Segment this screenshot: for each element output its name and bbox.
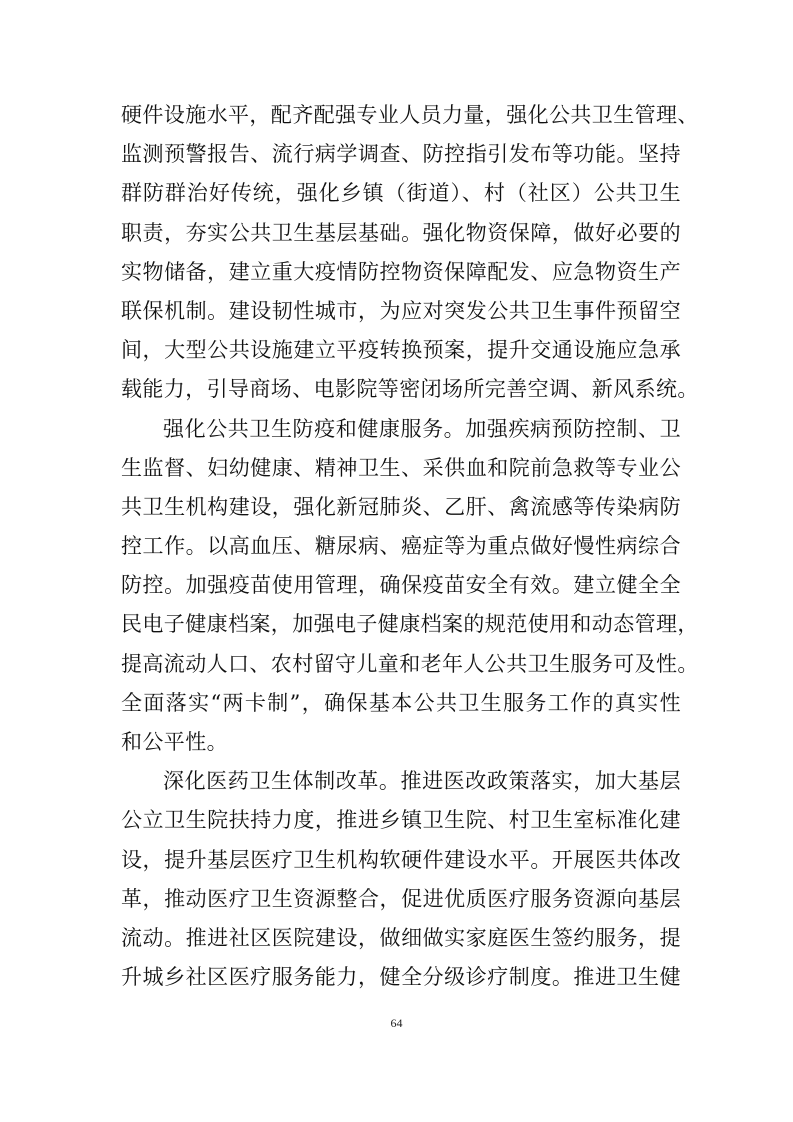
text-line: 流动。推进社区医院建设，做细做实家庭医生签约服务，提 xyxy=(121,925,681,950)
page-number: 64 xyxy=(390,1016,403,1030)
text-line: 公立卫生院扶持力度，推进乡镇卫生院、村卫生室标准化建 xyxy=(121,808,681,833)
paragraph-start-line: 强化公共卫生防疫和健康服务。加强疾病预防控制、卫 xyxy=(163,416,681,441)
text-line: 硬件设施水平，配齐配强专业人员力量，强化公共卫生管理、 xyxy=(121,103,699,127)
text-line: 民电子健康档案，加强电子健康档案的规范使用和动态管理， xyxy=(121,612,699,637)
text-line: 革，推动医疗卫生资源整合，促进优质医疗服务资源向基层 xyxy=(121,886,681,911)
text-line: 全面落实“两卡制”，确保基本公共卫生服务工作的真实性 xyxy=(121,690,681,715)
text-line: 防控。加强疫苗使用管理，确保疫苗安全有效。建立健全全 xyxy=(121,573,681,598)
text-line: 提高流动人口、农村留守儿童和老年人公共卫生服务可及性。 xyxy=(121,651,699,676)
paragraph-start-line: 深化医药卫生体制改革。推进医改政策落实，加大基层 xyxy=(163,769,681,794)
text-line: 实物储备，建立重大疫情防控物资保障配发、应急物资生产 xyxy=(121,259,681,284)
text-line: 载能力，引导商场、电影院等密闭场所完善空调、新风系统。 xyxy=(121,377,699,402)
text-line: 间，大型公共设施建立平疫转换预案，提升交通设施应急承 xyxy=(121,338,681,363)
text-line: 联保机制。建设韧性城市，为应对突发公共卫生事件预留空 xyxy=(121,298,681,323)
text-line: 升城乡社区医疗服务能力，健全分级诊疗制度。推进卫生健 xyxy=(121,965,681,990)
text-line: 群防群治好传统，强化乡镇（街道）、村（社区）公共卫生 xyxy=(121,181,681,206)
text-line: 设，提升基层医疗卫生机构软硬件建设水平。开展医共体改 xyxy=(121,847,681,872)
text-line: 监测预警报告、流行病学调查、防控指引发布等功能。坚持 xyxy=(121,142,681,167)
text-line: 和公平性。 xyxy=(121,730,228,754)
text-line: 职责，夯实公共卫生基层基础。强化物资保障，做好必要的 xyxy=(121,220,681,245)
body-text xyxy=(121,96,699,997)
text-line: 生监督、妇幼健康、精神卫生、采供血和院前急救等专业公 xyxy=(121,455,681,480)
text-line: 控工作。以高血压、糖尿病、癌症等为重点做好慢性病综合 xyxy=(121,534,681,559)
text-line: 共卫生机构建设，强化新冠肺炎、乙肝、禽流感等传染病防 xyxy=(121,494,681,519)
